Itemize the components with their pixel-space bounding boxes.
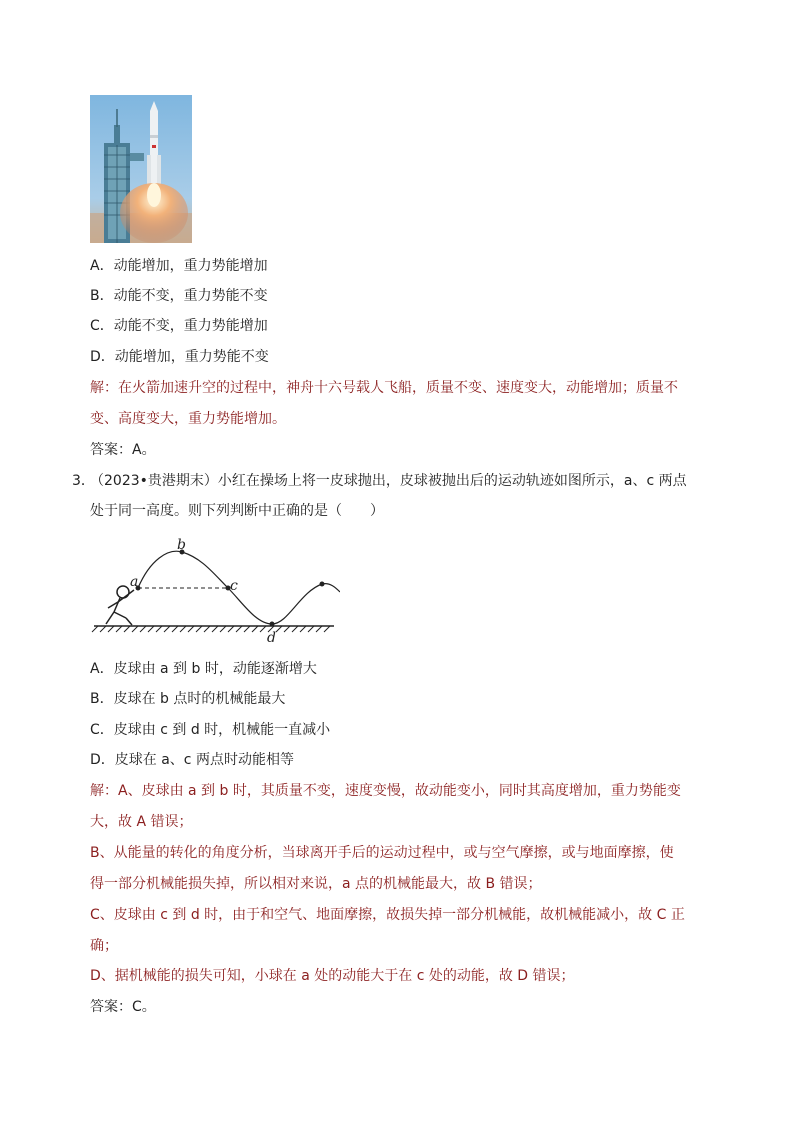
label-c: c: [230, 578, 238, 594]
label-d: d: [267, 630, 276, 646]
q2-option-d: D．动能增加，重力势能不变: [90, 349, 269, 365]
ground-hatching: [92, 626, 330, 632]
q2-solution-line-1: 解：在火箭加速升空的过程中，神舟十六号载人飞船，质量不变、速度变大，动能增加；质量不: [90, 380, 678, 396]
label-b: b: [177, 537, 186, 553]
q3-number: 3．: [72, 473, 95, 489]
label-a: a: [130, 574, 139, 590]
q2-option-a: A．动能增加，重力势能增加: [90, 258, 268, 274]
point-end: [320, 582, 325, 587]
rocket-launch-image: [90, 95, 192, 243]
point-d: [270, 622, 275, 627]
q2-option-b: B．动能不变，重力势能不变: [90, 288, 268, 304]
q2-solution-line-2: 变、高度变大，重力势能增加。: [90, 411, 286, 427]
q3-solution-line: D、据机械能的损失可知，小球在 a 处的动能大于在 c 处的动能，故 D 错误；: [90, 968, 575, 984]
q3-solution-line: 确；: [90, 938, 118, 954]
trajectory-figure: [90, 530, 340, 648]
q3-solution-line: 大，故 A 错误；: [90, 814, 193, 830]
q3-option-a: A．皮球由 a 到 b 时，动能逐渐增大: [90, 661, 317, 677]
q3-stem-line-1: （2023•贵港期末）小红在操场上将一皮球抛出，皮球被抛出后的运动轨迹如图所示，a、c 两点: [90, 473, 687, 489]
q3-solution-line: 解：A、皮球由 a 到 b 时，其质量不变，速度变慢，故动能变小，同时其高度增加，重力势能变: [90, 783, 681, 799]
q2-answer: 答案：A。: [90, 442, 156, 458]
q3-stem-line-2: 处于同一高度。则下列判断中正确的是（ ）: [90, 503, 384, 519]
q3-answer: 答案：C。: [90, 999, 156, 1015]
q3-option-d: D．皮球在 a、c 两点时动能相等: [90, 752, 294, 768]
q3-solution-line: 得一部分机械能损失掉，所以相对来说，a 点的机械能最大，故 B 错误；: [90, 876, 542, 892]
q3-option-c: C．皮球由 c 到 d 时，机械能一直减小: [90, 722, 331, 738]
thrower-figure: [106, 586, 134, 625]
q3-option-b: B．皮球在 b 点时的机械能最大: [90, 691, 286, 707]
q3-solution-line: B、从能量的转化的角度分析，当球离开手后的运动过程中，或与空气摩擦，或与地面摩擦，使: [90, 845, 674, 861]
q2-option-c: C．动能不变，重力势能增加: [90, 318, 268, 334]
q3-solution-line: C、皮球由 c 到 d 时，由于和空气、地面摩擦，故损失掉一部分机械能，故机械能减小，故 C 正: [90, 907, 685, 923]
